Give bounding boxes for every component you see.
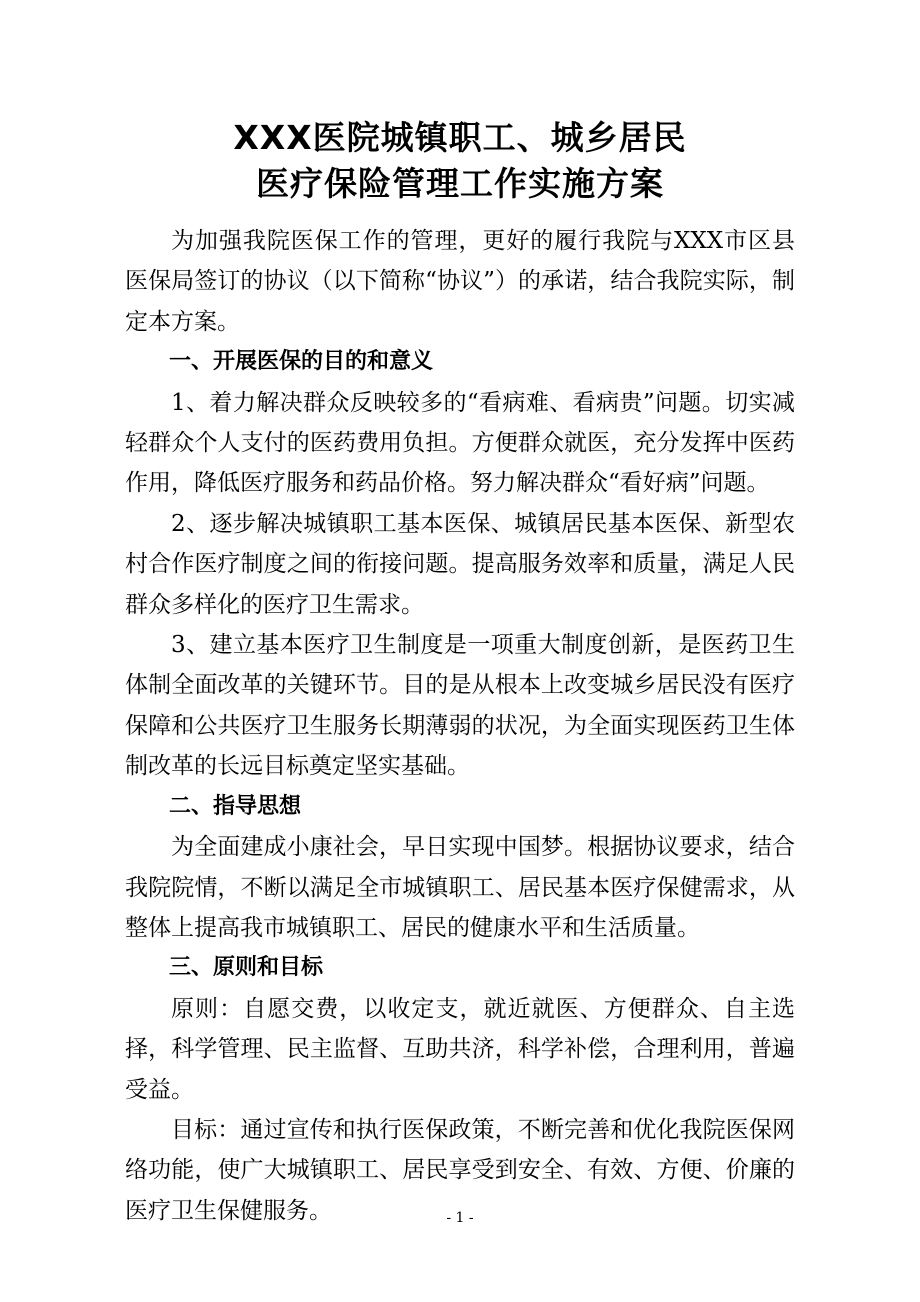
title-line-2: 医疗保险管理工作实施方案 (256, 164, 664, 203)
section-3-paragraph: 目标：通过宣传和执行医保政策，不断完善和优化我院医保网络功能，使广大城镇职工、居民享受到安全、有效、方便、价廉的医疗卫生保健服务。 (125, 1116, 795, 1224)
section-3-paragraph: 原则：自愿交费，以收定支，就近就医、方便群众、自主选择，科学管理、民主监督、互助共济，科学补偿，合理利用，普遍受益。 (125, 995, 795, 1103)
page-number: - 1 - (446, 1210, 474, 1226)
document-body (125, 221, 795, 1231)
section-1-heading: 一、开展医保的目的和意义 (169, 349, 434, 375)
section-1-paragraph: 2、逐步解决城镇职工基本医保、城镇居民基本医保、新型农村合作医疗制度之间的衔接问题。提高服务效率和质量，满足人民群众多样化的医疗卫生需求。 (125, 510, 795, 618)
title-line-1: XXX医院城镇职工、城乡居民 (233, 118, 687, 157)
section-2-heading: 二、指导思想 (169, 793, 302, 819)
section-2-paragraph: 为全面建成小康社会，早日实现中国梦。根据协议要求，结合我院院情，不断以满足全市城镇职工、居民基本医疗保健需求，从整体上提高我市城镇职工、居民的健康水平和生活质量。 (125, 834, 795, 941)
section-3-heading: 三、原则和目标 (169, 955, 324, 981)
section-1-paragraph: 1、着力解决群众反映较多的“看病难、看病贵”问题。切实减轻群众个人支付的医药费用负担。方便群众就医，充分发挥中医药作用，降低医疗服务和药品价格。努力解决群众“看好病”问题。 (125, 389, 795, 497)
section-1-paragraph: 3、建立基本医疗卫生制度是一项重大制度创新，是医药卫生体制全面改革的关键环节。目的是从根本上改变城乡居民没有医疗保障和公共医疗卫生服务长期薄弱的状况，为全面实现医药卫生体制改革的长远目标奠定坚实基础。 (125, 632, 795, 780)
intro-paragraph: 为加强我院医保工作的管理，更好的履行我院与XXX市区县医保局签订的协议（以下简称“协议”）的承诺，结合我院实际，制定本方案。 (125, 228, 795, 335)
